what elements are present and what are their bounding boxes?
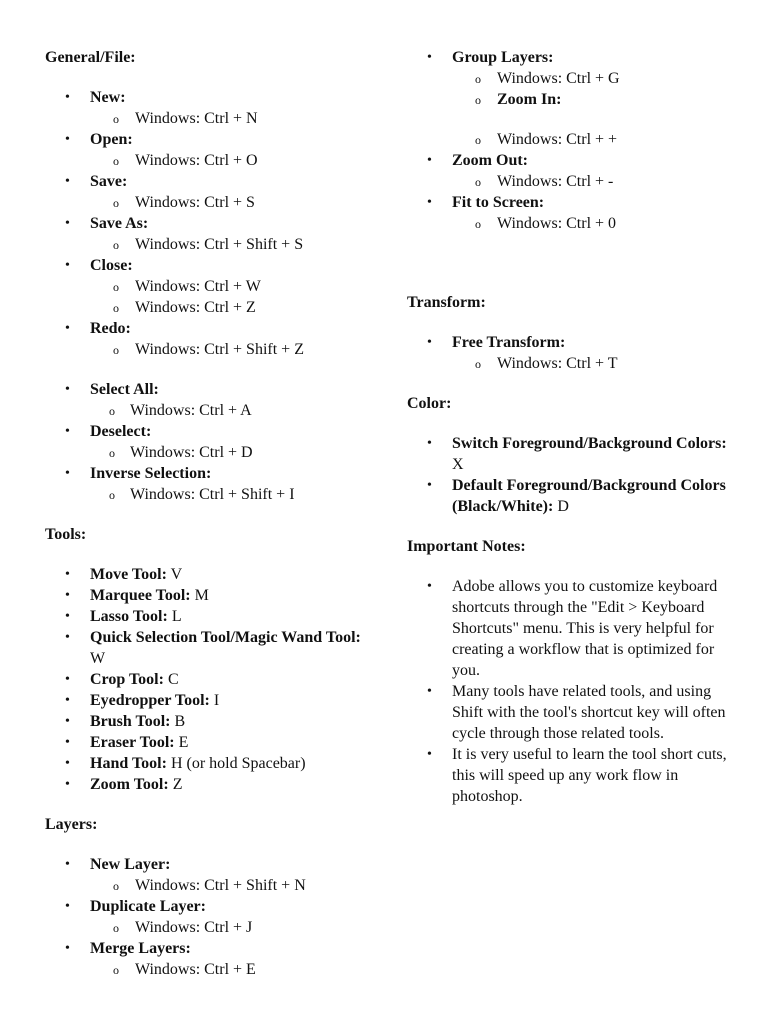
item-label: Duplicate Layer: <box>90 898 206 915</box>
layers-list <box>45 854 375 980</box>
sub-list-item <box>90 959 375 980</box>
item-label: Zoom Out: <box>452 152 528 169</box>
list-item <box>45 938 375 980</box>
list-item <box>45 171 375 213</box>
left-column <box>45 47 375 980</box>
item-label: Fit to Screen: <box>452 194 545 211</box>
tools-heading: Tools: <box>45 526 87 543</box>
bullet-icon: • <box>65 132 70 147</box>
circle-bullet-icon: o <box>113 963 119 977</box>
tool-key: H (or hold Spacebar) <box>166 755 306 772</box>
sub-list-item <box>90 442 375 463</box>
circle-bullet-icon: o <box>113 238 119 252</box>
list-item <box>45 213 375 255</box>
tool-label: Zoom Tool: <box>90 776 169 793</box>
tool-key: Z <box>168 776 183 793</box>
note-text: Many tools have related tools, and using Shift with the tool's shortcut key will often cycle through those related tools. <box>452 683 726 742</box>
item-label: Zoom In: <box>497 91 562 108</box>
tool-label: Hand Tool: <box>90 755 167 772</box>
list-item <box>407 744 737 807</box>
layers-continued-list <box>407 47 737 234</box>
bullet-icon: • <box>65 714 70 729</box>
item-key: X <box>452 456 464 473</box>
shortcut-text: Windows: Ctrl + Shift + S <box>135 236 304 253</box>
shortcut-text: Windows: Ctrl + W <box>135 278 261 295</box>
shortcut-text: Windows: Ctrl + E <box>135 961 256 978</box>
sub-list-item <box>452 353 737 374</box>
bullet-icon: • <box>65 588 70 603</box>
sub-list-item <box>90 339 375 360</box>
tool-key: B <box>170 713 186 730</box>
list-item <box>45 129 375 171</box>
tool-label: Marquee Tool: <box>90 587 191 604</box>
shortcut-text: Windows: Ctrl + T <box>497 355 618 372</box>
sub-list-item <box>90 276 375 297</box>
list-item <box>45 379 375 421</box>
bullet-icon: • <box>65 321 70 336</box>
bullet-icon: • <box>65 424 70 439</box>
circle-bullet-icon: o <box>475 357 481 371</box>
item-label: Group Layers: <box>452 49 554 66</box>
bullet-icon: • <box>65 735 70 750</box>
note-text: Adobe allows you to customize keyboard shortcuts through the "Edit > Keyboard Shortcuts" menu. This is very helpful for creating a workflow that is optimized for you. <box>452 578 718 679</box>
tool-key: L <box>167 608 182 625</box>
sub-list-item <box>452 213 737 234</box>
list-item <box>45 669 375 690</box>
sub-list-item <box>90 400 375 421</box>
item-label: Inverse Selection: <box>90 465 212 482</box>
list-item <box>45 564 375 585</box>
bullet-icon: • <box>65 756 70 771</box>
sub-list-item <box>90 150 375 171</box>
list-item <box>407 47 737 150</box>
list-item <box>407 192 737 234</box>
item-label: Redo: <box>90 320 131 337</box>
bullet-icon: • <box>65 382 70 397</box>
shortcut-text: Windows: Ctrl + - <box>497 173 614 190</box>
bullet-icon: • <box>65 777 70 792</box>
tool-label: Move Tool: <box>90 566 167 583</box>
sub-list-item <box>90 192 375 213</box>
list-item <box>407 332 737 374</box>
list-item <box>45 585 375 606</box>
tool-key: I <box>209 692 220 709</box>
bullet-icon: • <box>65 609 70 624</box>
bullet-icon: • <box>427 436 432 451</box>
bullet-icon: • <box>65 258 70 273</box>
sub-list-item <box>90 297 375 318</box>
tools-list <box>45 564 375 795</box>
list-item <box>45 896 375 938</box>
list-item <box>407 475 737 517</box>
bullet-icon: • <box>65 941 70 956</box>
shortcut-text: Windows: Ctrl + Shift + Z <box>135 341 304 358</box>
bullet-icon: • <box>427 195 432 210</box>
circle-bullet-icon: o <box>113 112 119 126</box>
bullet-icon: • <box>427 153 432 168</box>
item-key: D <box>553 498 569 515</box>
item-label: Free Transform: <box>452 334 566 351</box>
bullet-icon: • <box>65 672 70 687</box>
note-text: It is very useful to learn the tool short cuts, this will speed up any work flow in photoshop. <box>452 746 727 805</box>
circle-bullet-icon: o <box>113 879 119 893</box>
general-file-heading: General/File: <box>45 49 136 66</box>
shortcut-text: Windows: Ctrl + J <box>135 919 253 936</box>
layers-heading: Layers: <box>45 816 98 833</box>
circle-bullet-icon: o <box>113 280 119 294</box>
bullet-icon: • <box>65 899 70 914</box>
shortcut-text: Windows: Ctrl + D <box>130 444 253 461</box>
list-item <box>45 463 375 505</box>
circle-bullet-icon: o <box>113 343 119 357</box>
list-item <box>45 854 375 896</box>
circle-bullet-icon: o <box>475 217 481 231</box>
tool-label: Eraser Tool: <box>90 734 175 751</box>
bullet-icon: • <box>65 216 70 231</box>
circle-bullet-icon: o <box>113 301 119 315</box>
right-column <box>407 47 737 807</box>
spacer <box>452 110 737 129</box>
item-label: New: <box>90 89 126 106</box>
circle-bullet-icon: o <box>113 921 119 935</box>
item-label: New Layer: <box>90 856 171 873</box>
circle-bullet-icon: o <box>475 72 481 86</box>
shortcut-text: Windows: Ctrl + Shift + N <box>135 877 306 894</box>
tool-key: C <box>163 671 179 688</box>
bullet-icon: • <box>65 630 70 645</box>
list-item <box>45 711 375 732</box>
bullet-icon: • <box>65 466 70 481</box>
sub-list-item <box>452 68 737 89</box>
item-label: Save As: <box>90 215 149 232</box>
item-label: Deselect: <box>90 423 152 440</box>
bullet-icon: • <box>65 857 70 872</box>
circle-bullet-icon: o <box>113 196 119 210</box>
list-item <box>407 576 737 681</box>
shortcut-text: Windows: Ctrl + N <box>135 110 258 127</box>
transform-list <box>407 332 737 374</box>
important-notes-heading: Important Notes: <box>407 538 526 555</box>
circle-bullet-icon: o <box>109 446 115 460</box>
list-item <box>45 421 375 463</box>
item-label: Save: <box>90 173 128 190</box>
tool-key: M <box>190 587 209 604</box>
item-label: Switch Foreground/Background Colors: <box>452 435 727 452</box>
sub-list-item <box>90 917 375 938</box>
shortcut-text: Windows: Ctrl + O <box>135 152 258 169</box>
bullet-icon: • <box>65 567 70 582</box>
list-item <box>45 606 375 627</box>
circle-bullet-icon: o <box>113 154 119 168</box>
color-list <box>407 433 737 517</box>
tool-key: V <box>166 566 183 583</box>
tool-label: Crop Tool: <box>90 671 164 688</box>
shortcut-text: Windows: Ctrl + Shift + I <box>130 486 295 503</box>
item-label: Close: <box>90 257 133 274</box>
notes-list <box>407 576 737 807</box>
list-item <box>407 150 737 192</box>
circle-bullet-icon: o <box>109 488 115 502</box>
sub-list-item <box>452 129 737 150</box>
list-item <box>45 318 375 360</box>
bullet-icon: • <box>427 684 432 699</box>
item-label: Open: <box>90 131 133 148</box>
tool-key: W <box>90 650 106 667</box>
list-item <box>45 690 375 711</box>
item-label: Select All: <box>90 381 159 398</box>
sub-list-item <box>452 171 737 192</box>
bullet-icon: • <box>427 50 432 65</box>
bullet-icon: • <box>427 747 432 762</box>
circle-bullet-icon: o <box>475 93 481 107</box>
shortcut-text: Windows: Ctrl + + <box>497 131 618 148</box>
list-item <box>45 732 375 753</box>
list-item <box>407 681 737 744</box>
bullet-icon: • <box>65 174 70 189</box>
bullet-icon: • <box>427 478 432 493</box>
general-file-list <box>45 87 375 360</box>
tool-label: Lasso Tool: <box>90 608 168 625</box>
list-item <box>45 753 375 774</box>
circle-bullet-icon: o <box>475 133 481 147</box>
color-heading: Color: <box>407 395 452 412</box>
item-label: Merge Layers: <box>90 940 191 957</box>
list-item <box>45 255 375 318</box>
sub-list-item <box>452 89 737 110</box>
shortcut-text: Windows: Ctrl + S <box>135 194 255 211</box>
shortcut-text: Windows: Ctrl + G <box>497 70 620 87</box>
list-item <box>407 433 737 475</box>
sub-list-item <box>90 484 375 505</box>
shortcut-text: Windows: Ctrl + A <box>130 402 252 419</box>
bullet-icon: • <box>65 693 70 708</box>
tool-label: Quick Selection Tool/Magic Wand Tool: <box>90 629 361 646</box>
bullet-icon: • <box>427 335 432 350</box>
shortcut-text: Windows: Ctrl + 0 <box>497 215 617 232</box>
bullet-icon: • <box>65 90 70 105</box>
tool-key: E <box>174 734 189 751</box>
circle-bullet-icon: o <box>475 175 481 189</box>
shortcut-text: Windows: Ctrl + Z <box>135 299 256 316</box>
sub-list-item <box>90 234 375 255</box>
bullet-icon: • <box>427 579 432 594</box>
sub-list-item <box>90 875 375 896</box>
transform-heading: Transform: <box>407 294 486 311</box>
tool-label: Eyedropper Tool: <box>90 692 210 709</box>
circle-bullet-icon: o <box>109 404 115 418</box>
selection-list <box>45 379 375 505</box>
list-item <box>45 627 375 669</box>
tool-label: Brush Tool: <box>90 713 171 730</box>
sub-list-item <box>90 108 375 129</box>
list-item <box>45 87 375 129</box>
list-item <box>45 774 375 795</box>
item-label: Default Foreground/Background Colors (Black/White): <box>452 477 726 515</box>
